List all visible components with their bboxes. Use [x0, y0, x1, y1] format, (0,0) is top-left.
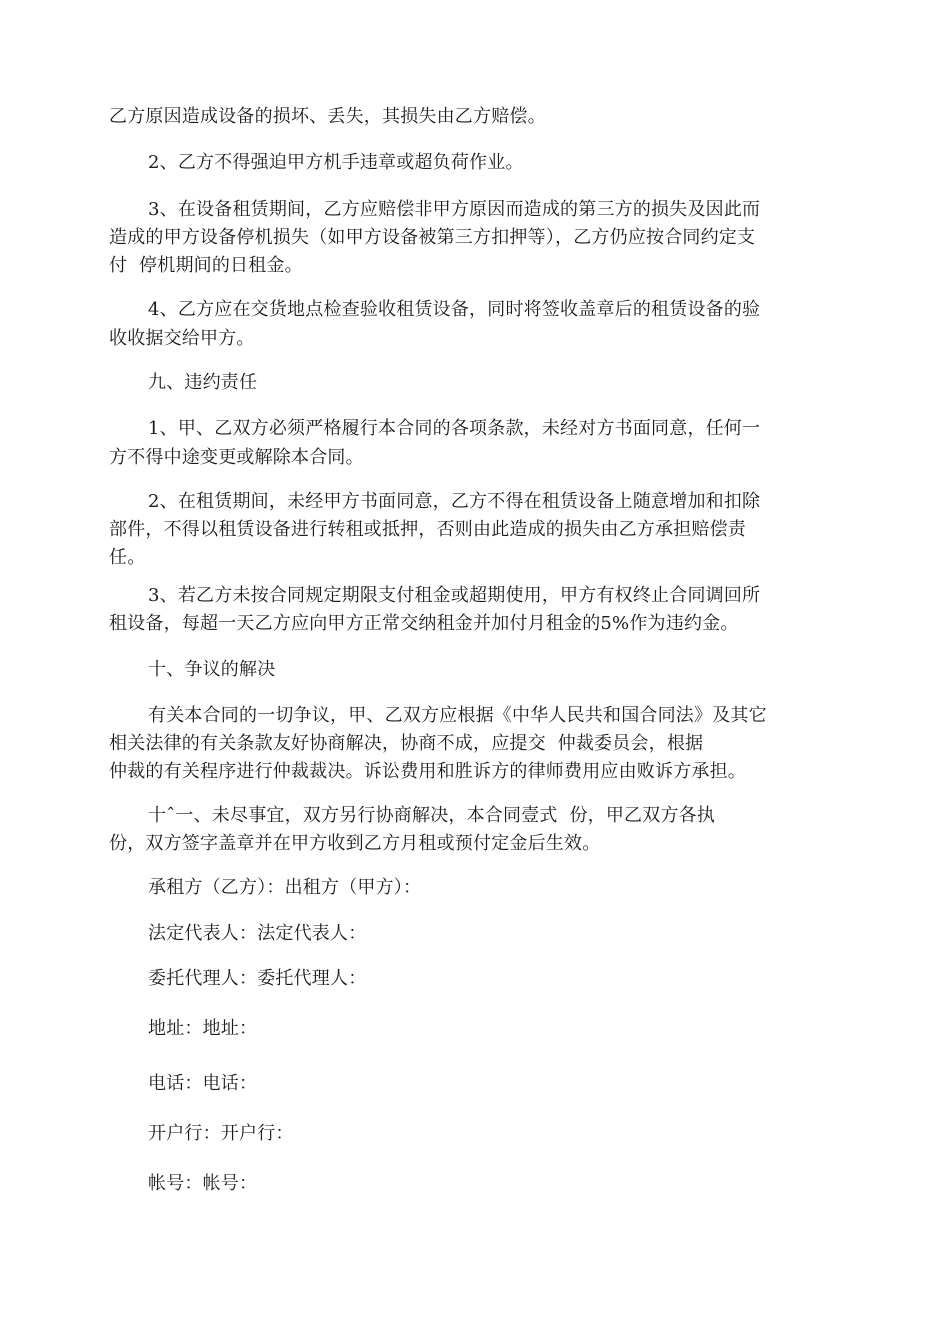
- text-line: 相关法律的有关条款友好协商解决，协商不成，应提交 仲裁委员会，根据: [109, 733, 704, 754]
- text-line: 1、甲、乙双方必须严格履行本合同的各项条款，未经对方书面同意，任何一: [148, 418, 761, 439]
- signature-label: 委托代理人：委托代理人：: [148, 968, 367, 989]
- text-line: 租设备，每超一天乙方应向甲方正常交纳租金并加付月租金的5%作为违约金。: [109, 613, 739, 634]
- signature-label: 法定代表人：法定代表人：: [148, 923, 367, 944]
- text-line: 2、乙方不得强迫甲方机手违章或超负荷作业。: [148, 152, 524, 173]
- signature-label: 地址：地址：: [148, 1018, 258, 1039]
- text-line: 付 停机期间的日租金。: [109, 255, 303, 276]
- section-heading: 十、争议的解决: [148, 659, 276, 680]
- text-line: 3、若乙方未按合同规定期限支付租金或超期使用，甲方有权终止合同调回所: [148, 585, 761, 606]
- text-line: 仲裁的有关程序进行仲裁裁决。诉讼费用和胜诉方的律师费用应由败诉方承担。: [109, 761, 746, 782]
- text-line: 部件，不得以租赁设备进行转租或抵押，否则由此造成的损失由乙方承担赔偿责: [109, 519, 746, 540]
- text-line: 乙方原因造成设备的损坏、丢失，其损失由乙方赔偿。: [109, 106, 546, 127]
- text-line: 3、在设备租赁期间，乙方应赔偿非甲方原因而造成的第三方的损失及因此而: [148, 199, 761, 220]
- signature-label: 承租方（乙方）：出租方（甲方）：: [148, 877, 422, 898]
- text-line: 4、乙方应在交货地点检查验收租赁设备，同时将签收盖章后的租赁设备的验: [148, 299, 761, 320]
- text-line: 收收据交给甲方。: [109, 328, 255, 349]
- text-line: 2、在租赁期间，未经甲方书面同意，乙方不得在租赁设备上随意增加和扣除: [148, 491, 761, 512]
- signature-label: 帐号：帐号：: [148, 1173, 258, 1194]
- text-line: 份，双方签字盖章并在甲方收到乙方月租或预付定金后生效。: [109, 833, 601, 854]
- text-line: 任。: [109, 547, 146, 568]
- text-line: 方不得中途变更或解除本合同。: [109, 447, 364, 468]
- text-line: 有关本合同的一切争议，甲、乙双方应根据《中华人民共和国合同法》及其它: [148, 705, 767, 726]
- section-heading: 九、违约责任: [148, 372, 258, 393]
- signature-label: 电话：电话：: [148, 1073, 258, 1094]
- text-line: 十ˆ一、未尽事宜，双方另行协商解决，本合同壹式 份，甲乙双方各执: [148, 805, 716, 826]
- signature-label: 开户行：开户行：: [148, 1123, 294, 1144]
- text-line: 造成的甲方设备停机损失（如甲方设备被第三方扣押等），乙方仍应按合同约定支: [109, 227, 756, 248]
